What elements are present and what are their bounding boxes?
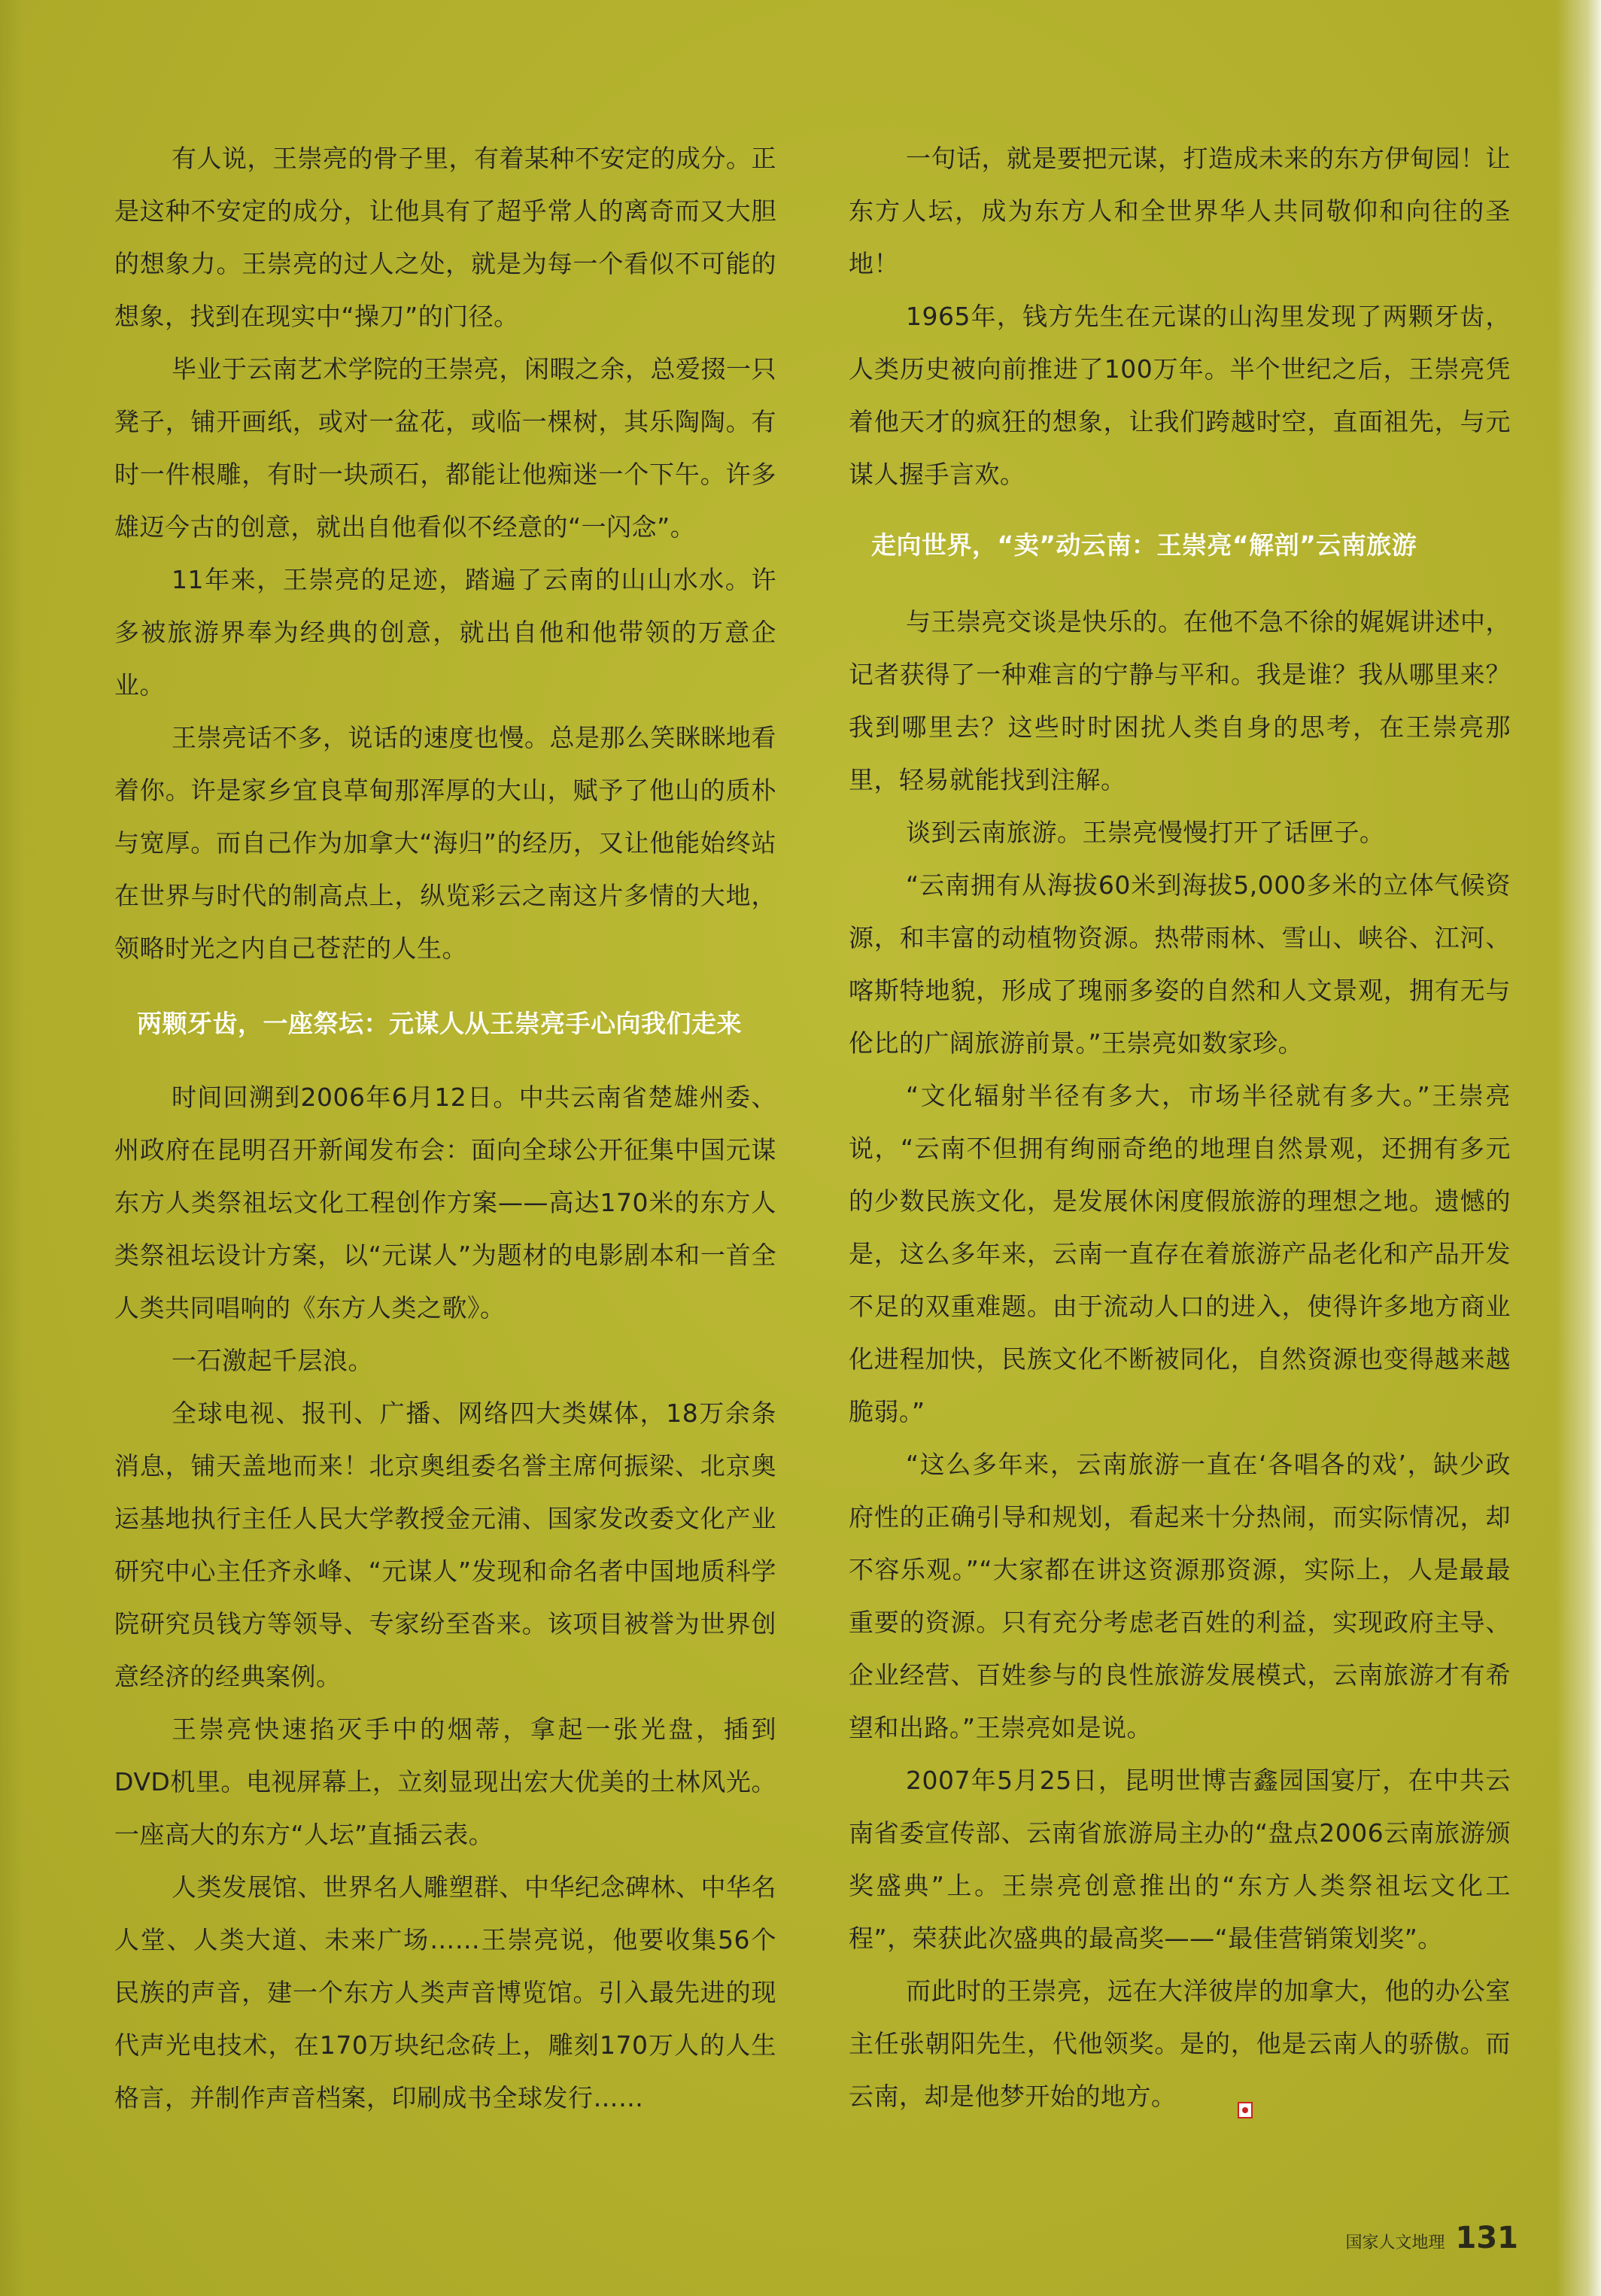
magazine-name: 国家人文地理 [1345,2234,1445,2252]
page-number: 131 [1455,2221,1518,2255]
closing-text: 而此时的王崇亮，远在大洋彼岸的加拿大，他的办公室主任张朝阳先生，代他领奖。是的，他是云南人的骄傲。而云南，却是他梦开始的地方。 [849,1976,1511,2111]
paragraph: 毕业于云南艺术学院的王崇亮，闲暇之余，总爱掇一只凳子，铺开画纸，或对一盆花，或临一棵树，其乐陶陶。有时一件根雕，有时一块顽石，都能让他痴迷一个下午。许多雄迈今古的创意，就出自他看似不经意的“一闪念”。 [114,354,776,542]
page-gutter-shadow [0,0,23,2296]
paragraph: 与王崇亮交谈是快乐的。在他不急不徐的娓娓讲述中，记者获得了一种难言的宁静与平和。我是谁？我从哪里来？我到哪里去？这些时时困扰人类自身的思考，在王崇亮那里，轻易就能找到注解。 [849,607,1511,794]
paragraph: 2007年5月25日，昆明世博吉鑫园国宴厅，在中共云南省委宣传部、云南省旅游局主办的“盘点2006云南旅游颁奖盛典”上。王崇亮创意推出的“东方人类祭祖坛文化工程”，荣获此次盛典的最高奖——“最佳营销策划奖”。 [849,1766,1511,1953]
paragraph: 王崇亮快速掐灭手中的烟蒂，拿起一张光盘，插到DVD机里。电视屏幕上，立刻显现出宏大优美的土林风光。一座高大的东方“人坛”直插云表。 [114,1714,776,1849]
paragraph: “文化辐射半径有多大，市场半径就有多大。”王崇亮说，“云南不但拥有绚丽奇绝的地理自然景观，还拥有多元的少数民族文化，是发展休闲度假旅游的理想之地。遗憾的是，这么多年来，云南一直存在着旅游产品老化和产品开发不足的双重难题。由于流动人口的进入，使得许多地方商业化进程加快，民族文化不断被同化，自然资源也变得越来越脆弱。” [849,1081,1511,1426]
right-column [849,132,1511,2123]
left-column [114,132,776,2124]
end-of-article-mark-icon [1180,2085,1196,2105]
paragraph: 人类发展馆、世界名人雕塑群、中华纪念碑林、中华名人堂、人类大道、未来广场……王崇亮说，他要收集56个民族的声音，建一个东方人类声音博览馆。引入最先进的现代声光电技术，在170万块纪念砖上，雕刻170万人的人生格言，并制作声音档案，印刷成书全球发行…… [114,1872,776,2112]
page-edge [1556,0,1601,2296]
closing-paragraph [849,1965,1511,2123]
paragraph: 1965年，钱方先生在元谋的山沟里发现了两颗牙齿，人类历史被向前推进了100万年。半个世纪之后，王崇亮凭着他天才的疯狂的想象，让我们跨越时空，直面祖先，与元谋人握手言欢。 [849,302,1511,489]
paragraph: 谈到云南旅游。王崇亮慢慢打开了话匣子。 [906,818,1385,847]
paragraph: 有人说，王崇亮的骨子里，有着某种不安定的成分。正是这种不安定的成分，让他具有了超乎常人的离奇而又大胆的想象力。王崇亮的过人之处，就是为每一个看似不可能的想象，找到在现实中“操刀”的门径。 [114,144,776,331]
paragraph: 一句话，就是要把元谋，打造成未来的东方伊甸园！让东方人坛，成为东方人和全世界华人共同敬仰和向往的圣地！ [849,144,1511,278]
paragraph: “这么多年来，云南旅游一直在‘各唱各的戏’，缺少政府性的正确引导和规划，看起来十分热闹，而实际情况，却不容乐观。”“大家都在讲这资源那资源，实际上，人是最最重要的资源。只有充分考虑老百姓的利益，实现政府主导、企业经营、百姓参与的良性旅游发展模式，云南旅游才有希望和出路。”王崇亮如是说。 [849,1450,1511,1742]
paragraph: 时间回溯到2006年6月12日。中共云南省楚雄州委、州政府在昆明召开新闻发布会：面向全球公开征集中国元谋东方人类祭祖坛文化工程创作方案——高达170米的东方人类祭祖坛设计方案，以“元谋人”为题材的电影剧本和一首全人类共同唱响的《东方人类之歌》。 [114,1083,776,1323]
paragraph: 11年来，王崇亮的足迹，踏遍了云南的山山水水。许多被旅游界奉为经典的创意，就出自他和他带领的万意企业。 [114,565,776,700]
page-footer [1345,2221,1518,2255]
section-heading: 两颗牙齿，一座祭坛：元谋人从王崇亮手心向我们走来 [137,1009,742,1038]
paragraph: 一石激起千层浪。 [172,1346,373,1375]
paragraph: 全球电视、报刊、广播、网络四大类媒体，18万余条消息，铺天盖地而来！北京奥组委名誉主席何振梁、北京奥运基地执行主任人民大学教授金元浦、国家发改委文化产业研究中心主任齐永峰、“元谋人”发现和命名者中国地质科学院研究员钱方等领导、专家纷至沓来。该项目被誉为世界创意经济的经典案例。 [114,1399,776,1691]
paragraph: 王崇亮话不多，说话的速度也慢。总是那么笑眯眯地看着你。许是家乡宜良草甸那浑厚的大山，赋予了他山的质朴与宽厚。而自己作为加拿大“海归”的经历，又让他能始终站在世界与时代的制高点上，纵览彩云之南这片多情的大地，领略时光之内自己苍茫的人生。 [114,723,776,963]
paragraph: “云南拥有从海拔60米到海拔5,000多米的立体气候资源，和丰富的动植物资源。热带雨林、雪山、峡谷、江河、喀斯特地貌，形成了瑰丽多姿的自然和人文景观，拥有无与伦比的广阔旅游前景。”王崇亮如数家珍。 [849,870,1511,1058]
section-heading: 走向世界，“卖”动云南：王崇亮“解剖”云南旅游 [871,530,1417,560]
